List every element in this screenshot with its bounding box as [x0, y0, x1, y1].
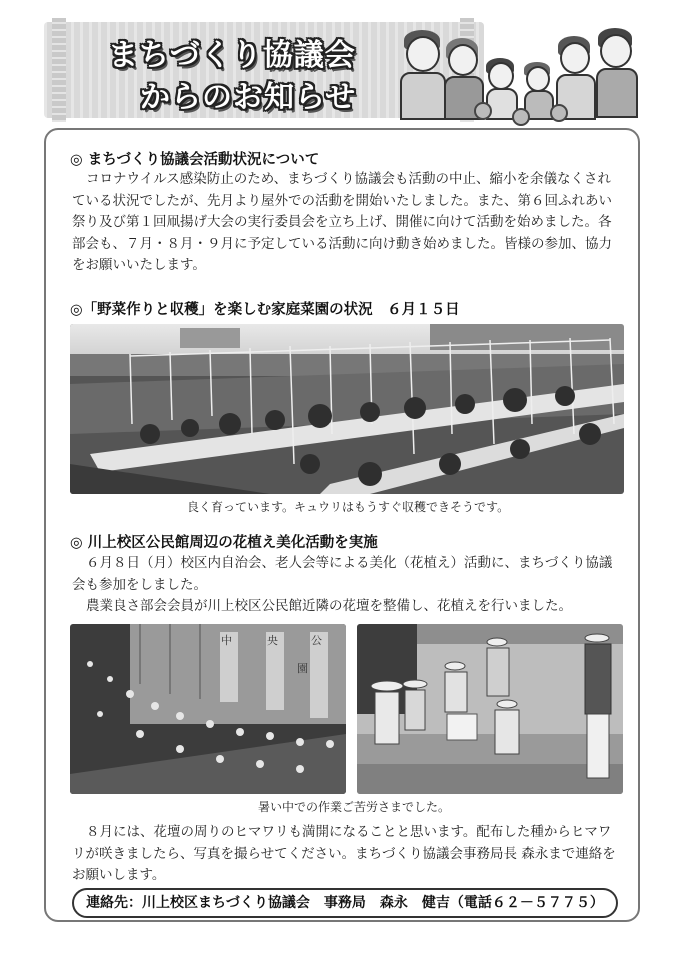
park-sign-char: 園 — [297, 662, 308, 675]
garden-photo-caption: 良く育っています。キュウリはもうすぐ収穫できそうです。 — [187, 500, 510, 514]
section-body-activity: コロナウイルス感染防止のため、まちづくり協議会も活動の中止、縮小を余儀なくされている状況でしたが、先月より屋外での活動を開始いたしました。また、第６回ふれあい祭り及び第１回凧揚げ大会の実行委員会を立ち上げ、開催に向けて活動を始めました。各部会も、７月・８月・９月に予定している活動に向け動き始めました。皆様の参加、協力をお願いいたします。 — [72, 171, 612, 273]
page-title-line-2: からのお知らせ — [140, 80, 357, 115]
vegetable-garden-photo — [70, 324, 624, 494]
section-body-flowers-3: ８月には、花壇の周りのヒマワリも満開になることと思います。配布した種からヒマワリが咲きましたら、写真を撮らせてください。まちづくり協議会事務局長 森永まで連絡をお願いします。 — [72, 824, 616, 883]
park-sign-char: 公 — [311, 634, 322, 647]
flowerbed-image — [70, 624, 346, 794]
vegetable-garden-image — [70, 324, 624, 494]
section-heading-activity: ◎ まちづくり協議会活動状況について — [70, 152, 320, 168]
volunteers-image — [357, 624, 623, 794]
volunteers-photo — [357, 624, 623, 794]
flowerbed-photo — [70, 624, 346, 794]
people-illustration — [400, 28, 638, 120]
park-sign-char: 央 — [267, 634, 278, 647]
contact-info: 連絡先：川上校区まちづくり協議会 事務局 森永 健吉（電話６２－５７７５） — [72, 888, 618, 918]
park-sign-char: 中 — [221, 634, 232, 647]
section-body-flowers-2: 農業良さ部会会員が川上校区公民館近隣の花壇を整備し、花植えを行いました。 — [86, 598, 572, 614]
section-body-flowers-1: ６月８日（月）校区内自治会、老人会等による美化（花植え）活動に、まちづくり協議会も参加をしました。 — [72, 555, 613, 593]
section-heading-garden: ◎「野菜作りと収穫」を楽しむ家庭菜園の状況 ６月１５日 — [70, 302, 460, 318]
page-title-line-1: まちづくり協議会 — [108, 38, 356, 73]
volunteers-photo-caption: 暑い中での作業ご苦労さまでした。 — [258, 800, 451, 814]
section-heading-flowers: ◎ 川上校区公民館周辺の花植え美化活動を実施 — [70, 535, 378, 551]
